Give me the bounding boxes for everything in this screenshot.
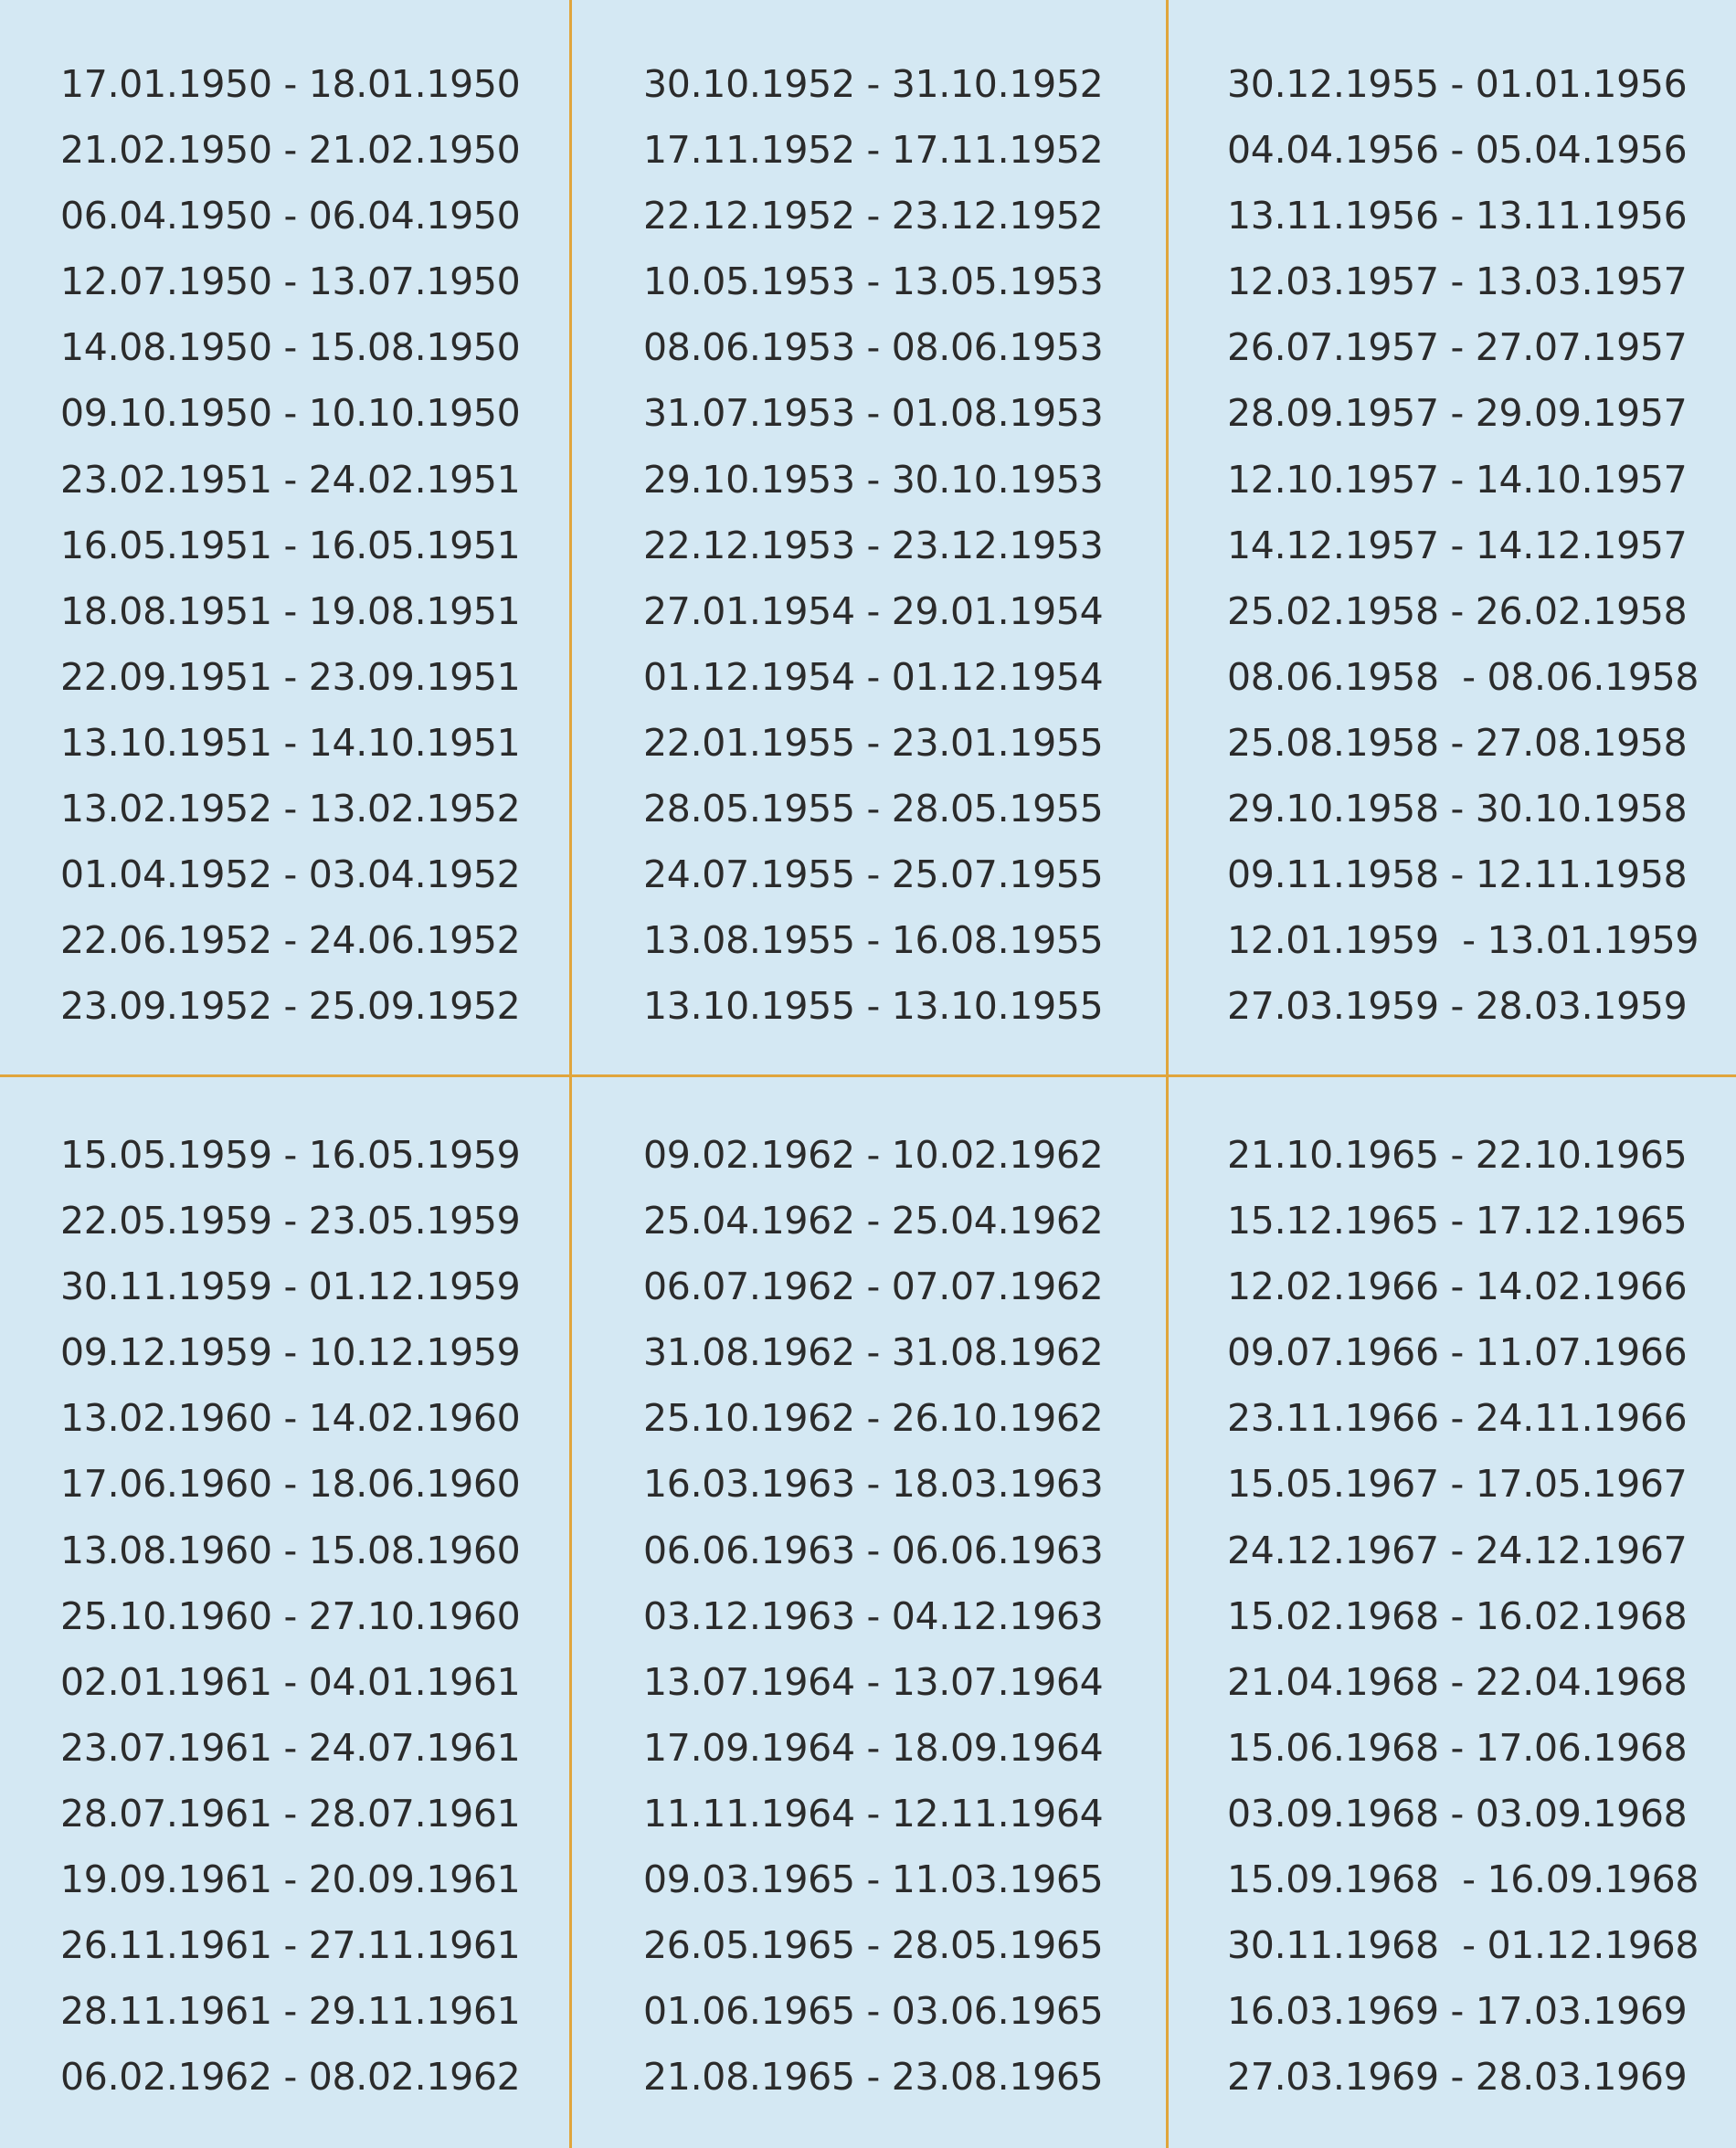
date-range-item: 09.02.1962 - 10.02.1962 xyxy=(643,1133,1104,1177)
date-range-item: 17.09.1964 - 18.09.1964 xyxy=(643,1725,1104,1770)
date-range-item: 13.10.1951 - 14.10.1951 xyxy=(60,720,521,765)
date-range-item: 12.07.1950 - 13.07.1950 xyxy=(60,259,521,304)
date-range-item: 15.12.1965 - 17.12.1965 xyxy=(1227,1199,1688,1243)
date-range-item: 26.11.1961 - 27.11.1961 xyxy=(60,1923,521,1968)
date-range-item: 12.10.1957 - 14.10.1957 xyxy=(1227,457,1688,502)
panel-top-left xyxy=(60,51,520,1039)
date-range-item: 15.05.1959 - 16.05.1959 xyxy=(60,1133,521,1177)
horizontal-divider xyxy=(0,1074,1736,1077)
date-range-item: 08.06.1953 - 08.06.1953 xyxy=(643,325,1104,370)
date-range-item: 17.11.1952 - 17.11.1952 xyxy=(643,128,1104,173)
date-range-item: 29.10.1958 - 30.10.1958 xyxy=(1227,787,1688,831)
date-range-item: 09.12.1959 - 10.12.1959 xyxy=(60,1330,521,1375)
date-range-item: 04.04.1956 - 05.04.1956 xyxy=(1227,128,1688,173)
date-range-item: 27.01.1954 - 29.01.1954 xyxy=(643,588,1104,633)
date-range-item: 23.02.1951 - 24.02.1951 xyxy=(60,457,521,502)
date-range-item: 09.11.1958 - 12.11.1958 xyxy=(1227,852,1688,897)
date-range-item: 14.12.1957 - 14.12.1957 xyxy=(1227,523,1688,567)
date-range-item: 11.11.1964 - 12.11.1964 xyxy=(643,1791,1104,1836)
date-range-item: 25.10.1960 - 27.10.1960 xyxy=(60,1593,521,1638)
date-range-item: 15.09.1968 - 16.09.1968 xyxy=(1227,1857,1699,1902)
date-range-item: 01.06.1965 - 03.06.1965 xyxy=(643,1989,1104,2034)
date-range-item: 24.07.1955 - 25.07.1955 xyxy=(643,852,1104,897)
date-range-item: 06.06.1963 - 06.06.1963 xyxy=(643,1528,1104,1572)
date-range-item: 22.09.1951 - 23.09.1951 xyxy=(60,654,521,699)
date-range-item: 31.07.1953 - 01.08.1953 xyxy=(643,391,1104,436)
date-range-item: 09.07.1966 - 11.07.1966 xyxy=(1227,1330,1688,1375)
panel-top-right xyxy=(1227,51,1699,1039)
date-range-item: 22.06.1952 - 24.06.1952 xyxy=(60,918,521,963)
date-range-item: 12.02.1966 - 14.02.1966 xyxy=(1227,1264,1688,1309)
date-range-item: 14.08.1950 - 15.08.1950 xyxy=(60,325,521,370)
panel-bottom-right xyxy=(1227,1122,1699,2110)
date-range-item: 12.01.1959 - 13.01.1959 xyxy=(1227,918,1699,963)
date-range-item: 19.09.1961 - 20.09.1961 xyxy=(60,1857,521,1902)
date-range-item: 13.08.1955 - 16.08.1955 xyxy=(643,918,1104,963)
panel-bottom-left xyxy=(60,1122,520,2110)
date-range-item: 18.08.1951 - 19.08.1951 xyxy=(60,588,521,633)
date-range-item: 21.08.1965 - 23.08.1965 xyxy=(643,2055,1104,2100)
date-range-item: 28.07.1961 - 28.07.1961 xyxy=(60,1791,521,1836)
date-range-item: 12.03.1957 - 13.03.1957 xyxy=(1227,259,1688,304)
date-range-item: 09.03.1965 - 11.03.1965 xyxy=(643,1857,1104,1902)
date-range-item: 25.10.1962 - 26.10.1962 xyxy=(643,1396,1104,1441)
date-range-item: 13.02.1952 - 13.02.1952 xyxy=(60,787,521,831)
date-range-item: 22.12.1952 - 23.12.1952 xyxy=(643,194,1104,238)
date-range-item: 06.02.1962 - 08.02.1962 xyxy=(60,2055,521,2100)
date-range-item: 15.05.1967 - 17.05.1967 xyxy=(1227,1462,1688,1507)
date-range-item: 23.07.1961 - 24.07.1961 xyxy=(60,1725,521,1770)
date-range-item: 13.02.1960 - 14.02.1960 xyxy=(60,1396,521,1441)
date-range-item: 17.01.1950 - 18.01.1950 xyxy=(60,62,521,106)
date-range-item: 22.12.1953 - 23.12.1953 xyxy=(643,523,1104,567)
date-range-item: 30.10.1952 - 31.10.1952 xyxy=(643,62,1104,106)
date-range-item: 15.02.1968 - 16.02.1968 xyxy=(1227,1593,1688,1638)
panel-bottom-middle xyxy=(643,1122,1103,2110)
date-range-item: 23.11.1966 - 24.11.1966 xyxy=(1227,1396,1688,1441)
date-range-item: 26.05.1965 - 28.05.1965 xyxy=(643,1923,1104,1968)
date-range-item: 30.11.1959 - 01.12.1959 xyxy=(60,1264,521,1309)
date-range-item: 25.04.1962 - 25.04.1962 xyxy=(643,1199,1104,1243)
date-range-item: 03.09.1968 - 03.09.1968 xyxy=(1227,1791,1688,1836)
date-range-item: 28.09.1957 - 29.09.1957 xyxy=(1227,391,1688,436)
date-range-item: 22.05.1959 - 23.05.1959 xyxy=(60,1199,521,1243)
date-range-item: 25.08.1958 - 27.08.1958 xyxy=(1227,720,1688,765)
date-range-item: 08.06.1958 - 08.06.1958 xyxy=(1227,654,1699,699)
date-range-item: 15.06.1968 - 17.06.1968 xyxy=(1227,1725,1688,1770)
date-range-item: 30.11.1968 - 01.12.1968 xyxy=(1227,1923,1699,1968)
date-range-item: 13.07.1964 - 13.07.1964 xyxy=(643,1659,1104,1704)
date-range-item: 27.03.1969 - 28.03.1969 xyxy=(1227,2055,1688,2100)
date-range-item: 13.08.1960 - 15.08.1960 xyxy=(60,1528,521,1572)
date-range-item: 13.10.1955 - 13.10.1955 xyxy=(643,984,1104,1029)
date-range-item: 22.01.1955 - 23.01.1955 xyxy=(643,720,1104,765)
date-range-item: 21.02.1950 - 21.02.1950 xyxy=(60,128,521,173)
date-range-item: 06.04.1950 - 06.04.1950 xyxy=(60,194,521,238)
date-range-item: 28.05.1955 - 28.05.1955 xyxy=(643,787,1104,831)
date-range-item: 16.05.1951 - 16.05.1951 xyxy=(60,523,521,567)
date-range-item: 21.04.1968 - 22.04.1968 xyxy=(1227,1659,1688,1704)
date-range-item: 03.12.1963 - 04.12.1963 xyxy=(643,1593,1104,1638)
date-range-item: 29.10.1953 - 30.10.1953 xyxy=(643,457,1104,502)
date-range-item: 17.06.1960 - 18.06.1960 xyxy=(60,1462,521,1507)
date-range-item: 01.04.1952 - 03.04.1952 xyxy=(60,852,521,897)
date-range-item: 09.10.1950 - 10.10.1950 xyxy=(60,391,521,436)
date-range-item: 16.03.1963 - 18.03.1963 xyxy=(643,1462,1104,1507)
date-range-item: 01.12.1954 - 01.12.1954 xyxy=(643,654,1104,699)
date-range-item: 31.08.1962 - 31.08.1962 xyxy=(643,1330,1104,1375)
date-range-item: 30.12.1955 - 01.01.1956 xyxy=(1227,62,1688,106)
date-range-item: 28.11.1961 - 29.11.1961 xyxy=(60,1989,521,2034)
date-range-item: 25.02.1958 - 26.02.1958 xyxy=(1227,588,1688,633)
date-range-item: 23.09.1952 - 25.09.1952 xyxy=(60,984,521,1029)
date-range-item: 21.10.1965 - 22.10.1965 xyxy=(1227,1133,1688,1177)
date-range-item: 26.07.1957 - 27.07.1957 xyxy=(1227,325,1688,370)
date-range-item: 02.01.1961 - 04.01.1961 xyxy=(60,1659,521,1704)
date-range-item: 16.03.1969 - 17.03.1969 xyxy=(1227,1989,1688,2034)
panel-top-middle xyxy=(643,51,1103,1039)
date-range-item: 27.03.1959 - 28.03.1959 xyxy=(1227,984,1688,1029)
date-range-item: 13.11.1956 - 13.11.1956 xyxy=(1227,194,1688,238)
date-range-item: 24.12.1967 - 24.12.1967 xyxy=(1227,1528,1688,1572)
date-range-item: 10.05.1953 - 13.05.1953 xyxy=(643,259,1104,304)
date-range-item: 06.07.1962 - 07.07.1962 xyxy=(643,1264,1104,1309)
